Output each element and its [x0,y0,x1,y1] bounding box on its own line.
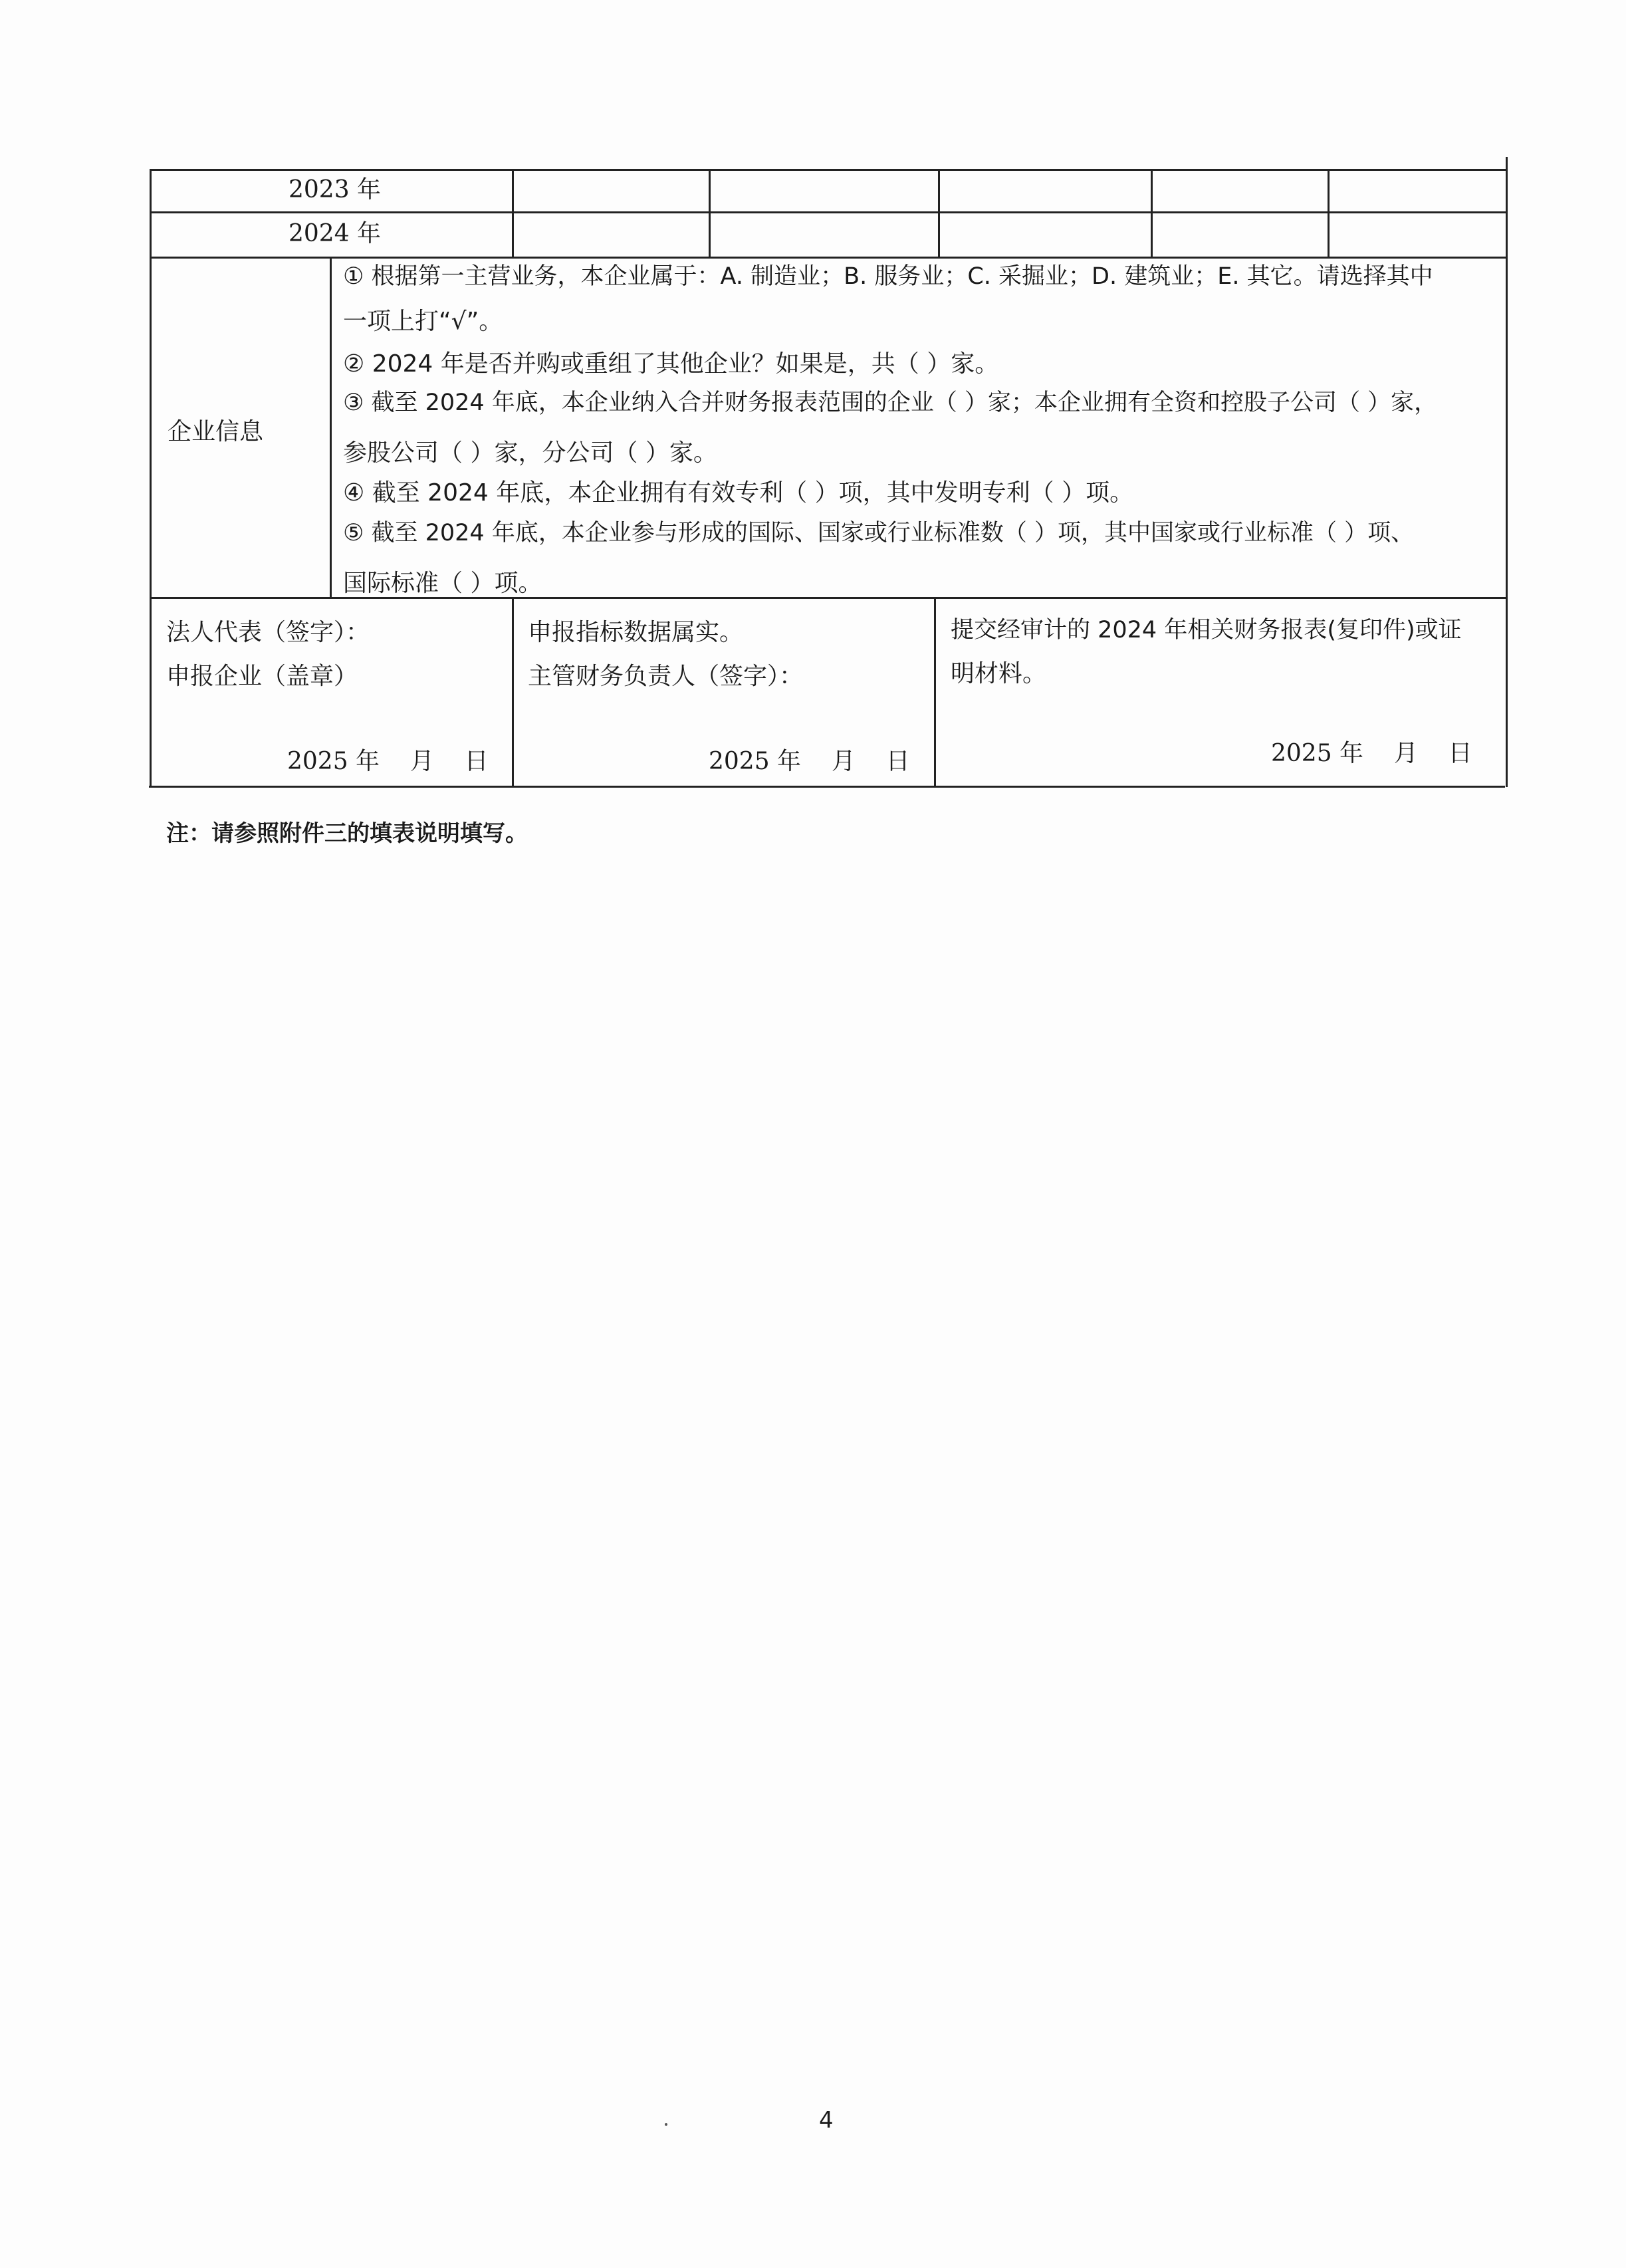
enterprise-info-line: ④ 截至 2024 年底，本企业拥有有效专利（ ）项，其中发明专利（ ）项。 [343,479,1134,507]
data-verified-label: 申报指标数据属实。 [528,619,744,646]
table-row-divider [150,211,1508,213]
table-column-divider [934,597,936,787]
table-row-divider [150,257,1508,259]
enterprise-info-line: ① 根据第一主营业务，本企业属于：A. 制造业；B. 服务业；C. 采掘业；D. 建筑业；E. 其它。请选择其中 [343,263,1433,290]
table-column-divider [512,597,514,787]
table-column-divider [512,169,514,258]
footnote: 注：请参照附件三的填表说明填写。 [166,820,528,847]
table-column-divider [709,169,711,258]
audit-report-label-cont: 明材料。 [951,660,1047,687]
enterprise-info-line: 参股公司（ ）家，分公司（ ）家。 [343,439,717,467]
table-border-left [150,169,152,787]
enterprise-info-line: ⑤ 截至 2024 年底，本企业参与形成的国际、国家或行业标准数（ ）项，其中国家或行业标准（ ）项、 [343,520,1415,546]
legal-rep-signature-label: 法人代表（签字）： [166,619,370,646]
table-border-bottom [149,786,1505,788]
enterprise-info-label: 企业信息 [168,418,264,445]
enterprise-info-line: ③ 截至 2024 年底，本企业纳入合并财务报表范围的企业（ ）家；本企业拥有全资和控股子公司（ ）家， [343,390,1438,416]
enterprise-info-line: ② 2024 年是否并购或重组了其他企业？如果是，共（ ）家。 [343,350,999,378]
table-column-divider [1328,169,1330,258]
audit-report-label: 提交经审计的 2024 年相关财务报表(复印件)或证 [951,617,1462,643]
table-column-divider [1151,169,1153,258]
middle-date: 2025 年 月 日 [709,748,910,775]
finance-head-signature-label: 主管财务负责人（签字）： [528,663,804,690]
year-row-label: 2024 年 [289,220,382,247]
right-date: 2025 年 月 日 [1271,740,1472,767]
table-column-divider [330,257,332,598]
enterprise-info-line: 一项上打“√”。 [343,308,503,335]
scan-speck [665,2123,667,2126]
left-date: 2025 年 月 日 [287,748,489,775]
enterprise-info-line: 国际标准（ ）项。 [343,570,542,597]
year-row-label: 2023 年 [289,176,382,203]
table-border-right [1506,157,1508,787]
table-column-divider [938,169,940,258]
company-seal-label: 申报企业（盖章） [166,663,358,690]
page-number: 4 [819,2107,834,2134]
table-border-top [152,169,1508,171]
